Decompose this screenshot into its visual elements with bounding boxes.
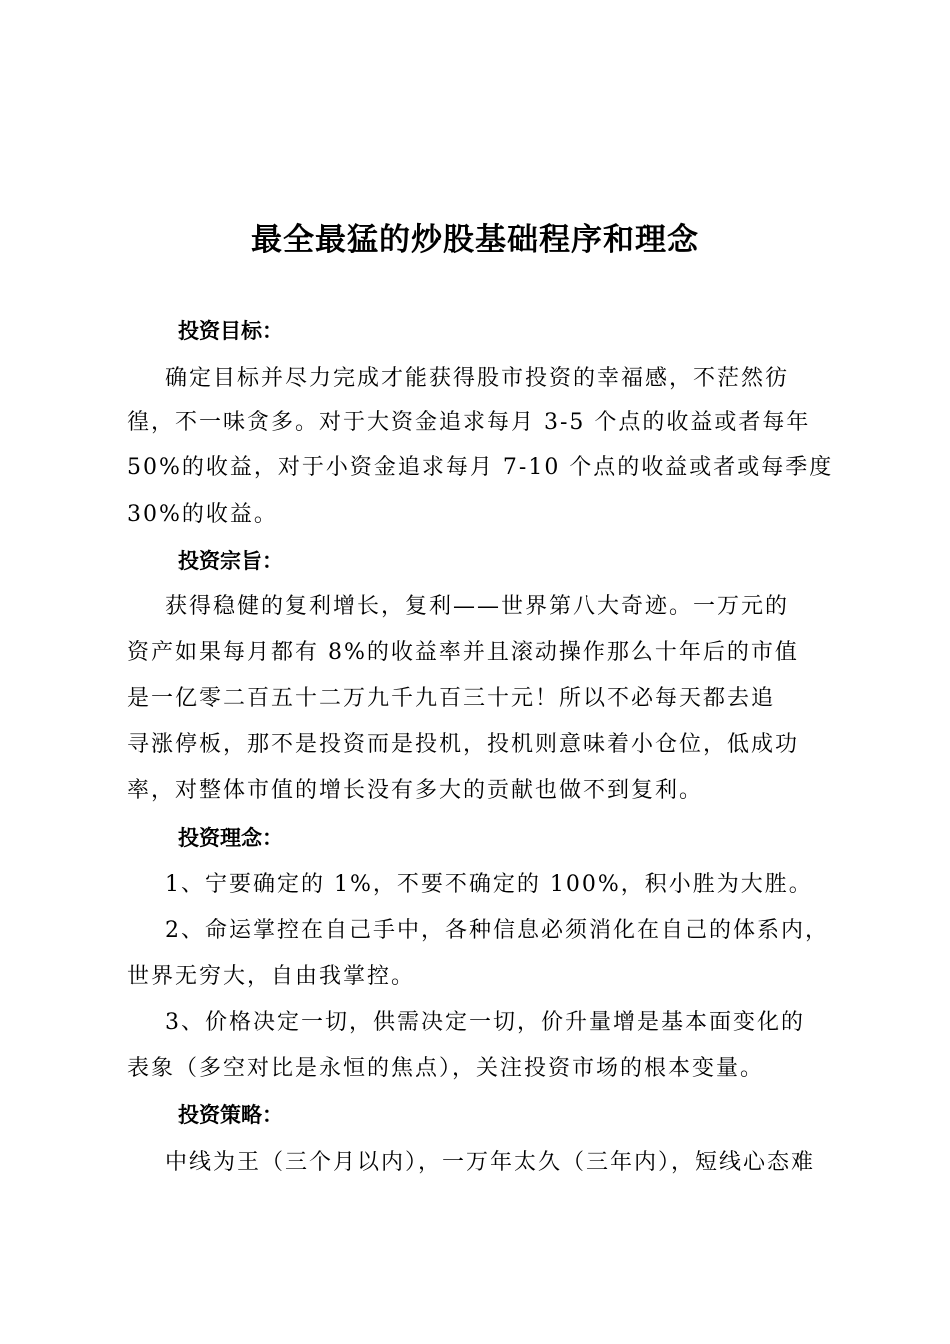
paragraph-line: 获得稳健的复利增长，复利——世界第八大奇迹。一万元的 — [165, 594, 790, 619]
paragraph-line: 30%的收益。 — [127, 502, 278, 527]
paragraph-line: 2、命运掌控在自己手中，各种信息必须消化在自己的体系内， — [165, 918, 829, 943]
section-heading-philosophy: 投资理念： — [178, 826, 283, 850]
paragraph-line: 1、宁要确定的 1%，不要不确定的 100%，积小胜为大胜。 — [165, 872, 813, 897]
paragraph-line: 徨，不一味贪多。对于大资金追求每月 3-5 个点的收益或者每年 — [127, 410, 811, 435]
paragraph-line: 50%的收益，对于小资金追求每月 7-10 个点的收益或者或每季度 — [127, 455, 834, 480]
paragraph-line: 是一亿零二百五十二万九千九百三十元！所以不必每天都去追 — [127, 686, 776, 711]
paragraph-line: 确定目标并尽力完成才能获得股市投资的幸福感，不茫然彷 — [165, 366, 790, 391]
paragraph-line: 3、价格决定一切，供需决定一切，价升量增是基本面变化的 — [165, 1010, 805, 1035]
section-heading-purpose: 投资宗旨： — [178, 549, 283, 573]
paragraph-line: 寻涨停板，那不是投资而是投机，投机则意味着小仓位，低成功 — [127, 732, 800, 757]
paragraph-line: 中线为王（三个月以内），一万年太久（三年内），短线心态难 — [165, 1150, 816, 1175]
section-heading-strategy: 投资策略： — [178, 1103, 283, 1127]
paragraph-line: 率，对整体市值的增长没有多大的贡献也做不到复利。 — [127, 778, 704, 803]
document-title: 最全最猛的炒股基础程序和理念 — [251, 222, 699, 258]
section-heading-goal: 投资目标： — [178, 319, 283, 343]
paragraph-line: 表象（多空对比是永恒的焦点），关注投资市场的根本变量。 — [127, 1056, 765, 1081]
paragraph-line: 世界无穷大，自由我掌控。 — [127, 964, 416, 989]
paragraph-line: 资产如果每月都有 8%的收益率并且滚动操作那么十年后的市值 — [127, 640, 799, 665]
